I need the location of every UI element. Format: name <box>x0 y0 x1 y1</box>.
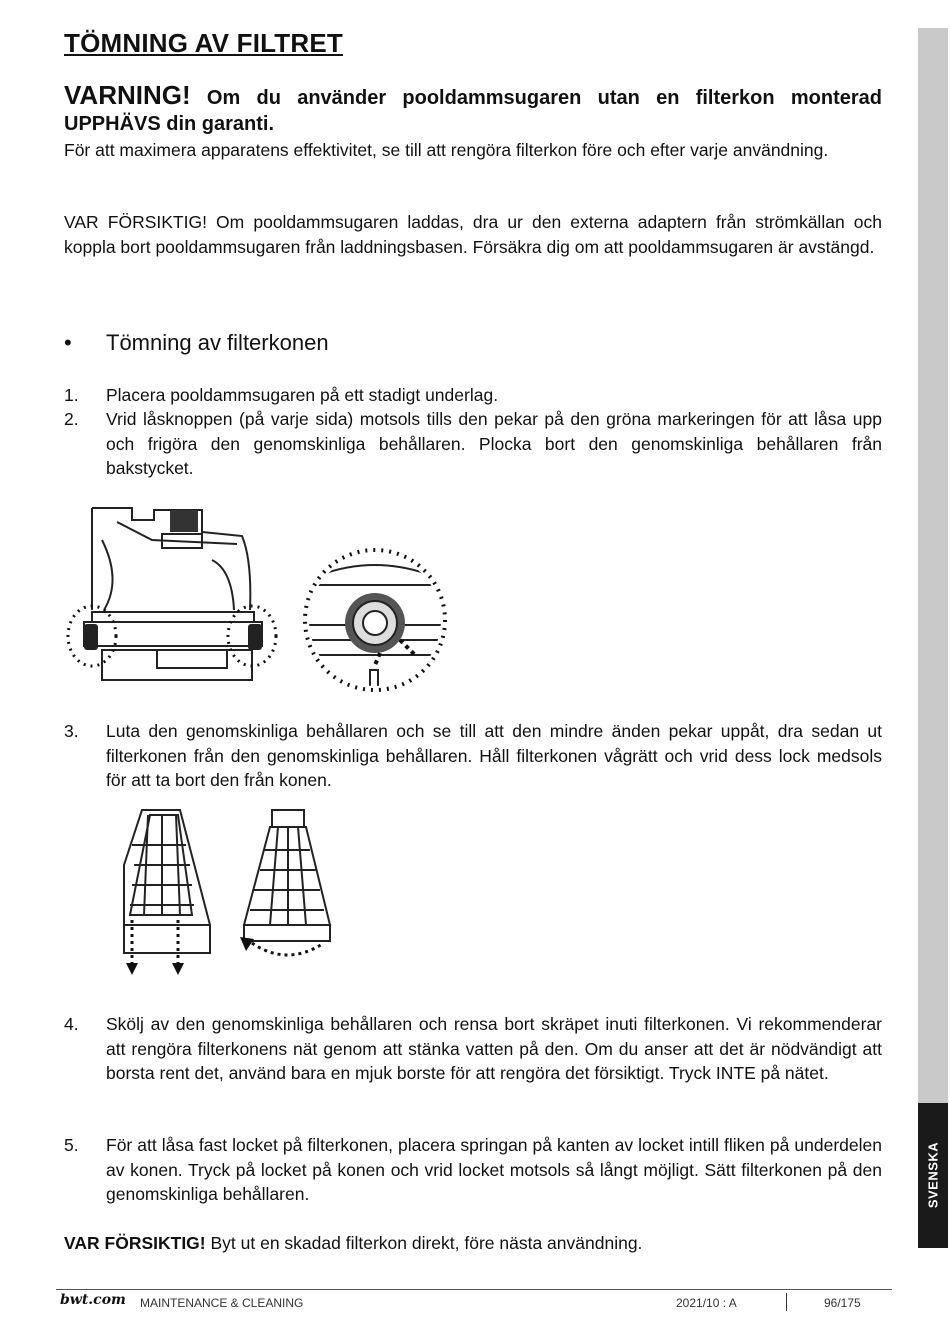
caution-paragraph: VAR FÖRSIKTIG! Om pooldammsugaren laddas, dra ur den externa adaptern från strömkällan och koppla bort pooldammsugaren från laddningsbasen. Försäkra dig om att pooldammsugaren är avstängd. <box>64 212 882 257</box>
step-2 <box>64 407 882 481</box>
step-4 <box>64 1012 882 1086</box>
bullet-mark: • <box>64 330 72 355</box>
section-title: Tömning av filterkonen <box>106 330 329 355</box>
section-heading <box>64 330 329 356</box>
step-3 <box>64 719 882 793</box>
step-number: 1. <box>64 385 79 405</box>
step-text: Vrid låsknoppen (på varje sida) motsols tills den pekar på den gröna markeringen för att låsa upp och frigöra den genomskinliga behållaren. Plocka bort den genomskinliga behållaren från bakstycket. <box>106 409 882 478</box>
step-text: Luta den genomskinliga behållaren och se till att den mindre änden pekar uppåt, dra sedan ut filterkonen från den genomskinliga behållaren. Håll filterkonen vågrätt och vrid dess lock medsols för att ta bort den från konen. <box>106 721 882 790</box>
final-caution <box>64 1231 882 1256</box>
step-number: 2. <box>64 409 79 429</box>
final-caution-text: Byt ut en skadad filterkon direkt, före nästa användning. <box>205 1233 643 1253</box>
intro-paragraph: För att maximera apparatens effektivitet, se till att rengöra filterkon före och efter varje användning. <box>64 140 829 160</box>
footer-section: MAINTENANCE & CLEANING <box>140 1296 304 1310</box>
brand-logo: bwt.com <box>60 1292 126 1308</box>
step-number: 3. <box>64 721 79 741</box>
step-5 <box>64 1133 882 1207</box>
page-heading: TÖMNING AV FILTRET <box>64 28 343 58</box>
footer-divider <box>56 1289 892 1290</box>
warning-label: VARNING! <box>64 80 191 110</box>
filter-cone-lid-illustration <box>232 805 342 970</box>
footer-version: 2021/10 : A <box>676 1296 737 1310</box>
step-number: 5. <box>64 1135 79 1155</box>
step-1 <box>64 383 882 408</box>
side-bar <box>918 28 948 1103</box>
footer-page-number: 96/175 <box>824 1296 861 1310</box>
warning-text: Om du använder pooldammsugaren utan en filterkon monterad UPPHÄVS din garanti. <box>64 87 882 135</box>
step-text: Skölj av den genomskinliga behållaren och rensa bort skräpet inuti filterkonen. Vi rekommenderar att rengöra filterkonens nät genom att stänka vatten på den. Om du anser att det är nödvändigt att borsta rent det, använd bara en mjuk borste för att rengöra det försiktigt. Tryck INTE på nätet. <box>106 1014 882 1083</box>
step-text: För att låsa fast locket på filterkonen, placera springan på kanten av locket intill fliken på underdelen av konen. Tryck på locket på konen och vrid locket motsols så långt möjligt. Sätt filterkonen på den genomskinliga behållaren. <box>106 1135 882 1204</box>
final-caution-label: VAR FÖRSIKTIG! <box>64 1233 206 1253</box>
language-tab-label: SVENSKA <box>925 1141 941 1209</box>
step-number: 4. <box>64 1014 79 1034</box>
step-text: Placera pooldammsugaren på ett stadigt underlag. <box>106 385 499 405</box>
footer-separator <box>786 1293 787 1311</box>
filter-cone-removal-illustration <box>110 805 220 980</box>
lock-knob-closeup-illustration <box>300 545 450 695</box>
warning-block <box>64 82 882 137</box>
vacuum-unlock-illustration <box>62 500 282 700</box>
